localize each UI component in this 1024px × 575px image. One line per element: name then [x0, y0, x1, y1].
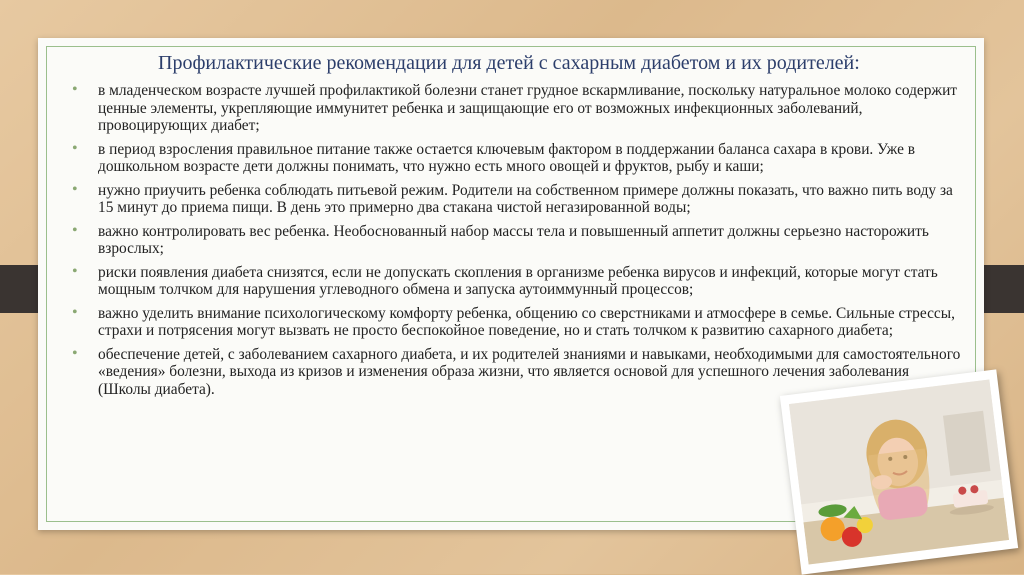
list-item — [62, 82, 962, 135]
bullet-icon: • — [72, 303, 78, 321]
bullet-icon: • — [72, 221, 78, 239]
list-item-text: нужно приучить ребенка соблюдать питьевой режим. Родители на собственном примере должны показать, что важно пить воду за 15 минут до приема пищи. В день это примерно два стакана чистой негазированной воды; — [98, 181, 953, 216]
recommendation-list — [62, 82, 962, 404]
list-item-text: в младенческом возрасте лучшей профилактикой болезни станет грудное вскармливание, поскольку натуральное молоко содержит ценные элементы, укрепляющие иммунитет ребенка и защищающие его от возможных инфекционных заболеваний, провоцирующих диабет; — [98, 82, 958, 134]
list-item-text: важно уделить внимание психологическому комфорту ребенка, общению со сверстниками и атмосфере в семье. Сильные стрессы, страхи и потрясения могут вызвать не просто беспокойное поведение, но и стать толчком к развитию сахарного диабета; — [98, 304, 955, 339]
list-item — [62, 141, 962, 176]
bullet-icon: • — [72, 139, 78, 157]
left-decorative-tab — [0, 265, 38, 313]
list-item — [62, 182, 962, 217]
bullet-icon: • — [72, 81, 78, 98]
bullet-icon: • — [72, 262, 78, 280]
list-item — [62, 305, 962, 340]
list-item — [62, 223, 962, 258]
bullet-icon: • — [72, 180, 78, 198]
list-item-text: важно контролировать вес ребенка. Необоснованный набор массы тела и повышенный аппетит должны серьезно насторожить взрослых; — [98, 222, 929, 257]
bullet-icon: • — [72, 344, 78, 362]
list-item-text: обеспечение детей, с заболеванием сахарного диабета, и их родителей знаниями и навыками, необходимыми для самостоятельного «ведения» болезни, выхода из кризов и изменения образа жизни, что является основой для успешного лечения заболевания (Школы диабета). — [98, 345, 961, 398]
list-item — [62, 264, 962, 299]
list-item-text: в период взросления правильное питание также остается ключевым фактором в поддержании баланса сахара в крови. Уже в дошкольном возрасте дети должны понимать, что нужно есть много овощей и фруктов, рыбу и каши; — [98, 140, 916, 175]
list-item-text: риски появления диабета снизятся, если не допускать скопления в организме ребенка вирусов и инфекций, которые могут стать мощным толчком для нарушения углеводного обмена и запуска аутоиммунный процессов; — [98, 263, 938, 298]
photo-illustration-icon — [789, 378, 1009, 565]
child-with-fruit-photo — [780, 369, 1018, 574]
slide-title: Профилактические рекомендации для детей с сахарным диабетом и их родителей: — [158, 52, 860, 74]
